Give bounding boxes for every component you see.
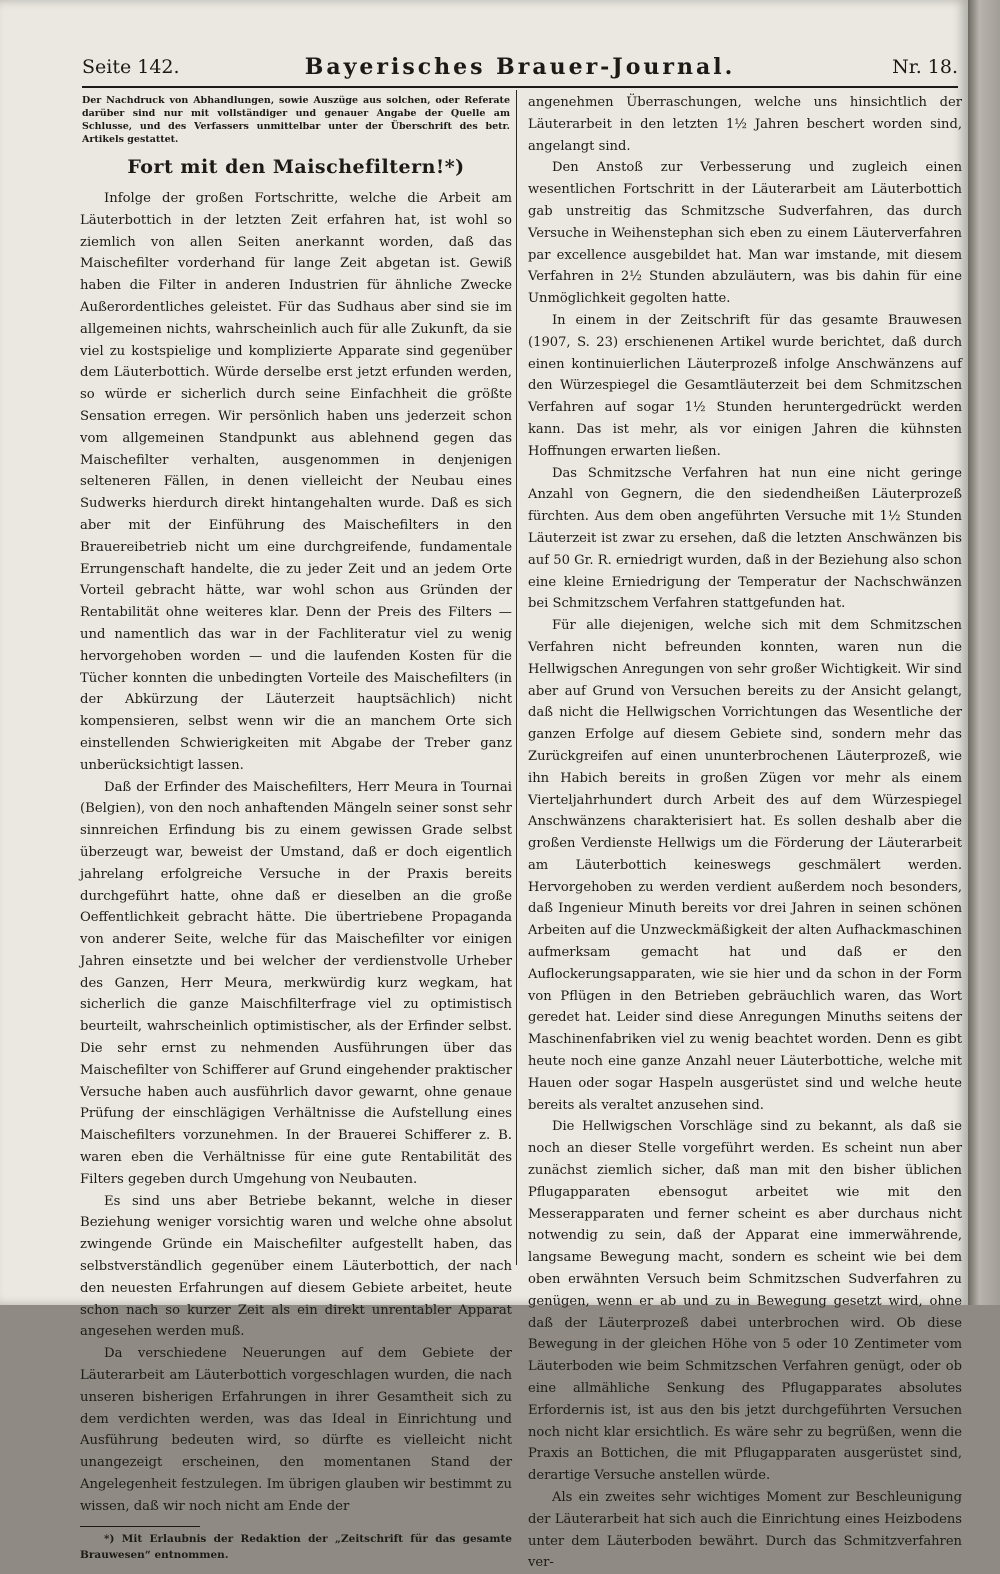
page-header [82,56,958,86]
paragraph: Infolge der großen Fortschritte, welche die Arbeit am Läuterbottich in der letzten Zeit erfahren hat, ist wohl so ziemlich von allen Seiten anerkannt worden, daß das Maischefilter vorderhand für lange Zeit abgetan ist. Gewiß haben die Filter in anderen Industrien für ähnliche Zwecke Außerordentliches geleistet. Für das Sudhaus aber sind sie im allgemeinen nichts, wahrscheinlich auch für alle Zukunft, da sie viel zu kostspielige und komplizierte Apparate sind gegenüber dem Läuterbottich. Würde derselbe erst jetzt erfunden werden, so würde er sicherlich durch seine Einfachheit die größte Sensation erregen. Wir persönlich haben uns jederzeit schon vom allgemeinen Standpunkt aus ablehnend gegen das Maischefilter verhalten, ausgenommen in denjenigen selteneren Fällen, in denen vielleicht der Neubau eines Sudwerks hierdurch direkt hintangehalten wurde. Daß es sich aber mit der Einführung des Maischefilters in den Brauereibetrieb nicht um eine durchgreifende, fundamentale Errungenschaft handelte, die zu jeder Zeit und an jedem Orte Vorteil gebracht hätte, war wohl schon aus Gründen der Rentabilität ohne weiteres klar. Denn der Preis des Filters — und namentlich das war in der Fachliteratur viel zu wenig hervorgehoben worden — und die laufenden Kosten für die Tücher konnten die unbedingten Vorteile des Maischefilters (in der Abkürzung der Läuterzeit hauptsächlich) nicht kompensieren, selbst wenn wir die an manchem Orte sich einstellenden Schwierigkeiten mit Abgabe der Treber ganz unberücksichtigt lassen. [80,191,512,773]
reprint-notice: Der Nachdruck von Abhandlungen, sowie Auszüge aus solchen, oder Referate darüber sind nur mit vollständiger und genauer Angabe der Quelle am Schlusse, und des Verfassers unmittelbar unter der Überschrift des betr. Artikels gestattet. [82,95,510,145]
right-column [528,92,962,1571]
paragraph: Daß der Erfinder des Maischefilters, Herr Meura in Tournai (Belgien), von den noch anhaftenden Mängeln seiner sonst sehr sinnreichen Erfindung bis zu einem gewissen Grade selbst überzeugt war, beweist der Umstand, daß er doch eigentlich jahrelang erfolgreiche Versuche in der Praxis bereits durchgeführt hatte, ohne daß er dieselben an die große Oeffentlichkeit gebracht hätte. Die übertriebene Propaganda von anderer Seite, welche für das Maischefilter vor einigen Jahren einsetzte und bei welcher der verdienstvolle Urheber des Ganzen, Herr Meura, merkwürdig kurz wegkam, hat sicherlich die ganze Maischfilterfrage viel zu optimistisch beurteilt, wahrscheinlich optimistischer, als der Erfinder selbst. Die sehr ernst zu nehmenden Ausführungen über das Maischefilter von Schifferer auf Grund eingehender praktischer Versuche haben auch ausführlich davor gewarnt, ohne genaue Prüfung der einschlägigen Verhältnisse die Aufstellung eines Maischefilters vorzunehmen. In der Brauerei Schifferer z. B. waren eben die Verhältnisse für eine gute Rentabilität des Filters gegeben durch Umgehung von Neubauten. [80,779,512,1187]
left-column [80,92,512,1561]
page-number: Seite 142. [82,56,180,78]
footnote-rule [80,1526,200,1527]
paragraph: Das Schmitzsche Verfahren hat nun eine nicht geringe Anzahl von Gegnern, die den siedendheißen Läuterprozeß fürchten. Aus dem oben angeführten Versuche mit 1½ Stunden Läuterzeit ist zwar zu ersehen, daß die letzten Anschwänzen bis auf 50 Gr. R. erniedrigt wurden, daß in der Beziehung also schon eine kleine Erniedrigung der Temperatur der Nachschwänzen bei Schmitzschem Verfahren stattgefunden hat. [528,465,962,612]
paragraph: Da verschiedene Neuerungen auf dem Gebiete der Läuterarbeit am Läuterbottich vorgeschlagen wurden, die nach unseren bisherigen Erfahrungen in ihrer Gesamtheit sich zu dem verdichten werden, was das Ideal in Einrichtung und Ausführung bedeuten wird, so dürfte es vielleicht nicht unangezeigt erscheinen, den momentanen Stand der Angelegenheit festzulegen. Im übrigen glauben wir bestimmt zu wissen, daß wir noch nicht am Ende der [80,1346,512,1514]
column-divider [516,90,517,1265]
page-edge [968,0,1000,1305]
header-rule [82,86,958,88]
paragraph: In einem in der Zeitschrift für das gesamte Brauwesen (1907, S. 23) erschienenen Artikel wurde berichtet, daß durch einen kontinuierlichen Läuterprozeß infolge Anschwänzens auf den Würzespiegel die Gesamtläuterzeit bei dem Schmitzschen Verfahren auf sogar 1½ Stunden heruntergedrückt werden kann. Das ist mehr, als vor einigen Jahren die kühnsten Hoffnungen erwarten ließen. [528,312,962,459]
issue-number: Nr. 18. [892,56,958,78]
footnote: *) Mit Erlaubnis der Redaktion der „Zeitschrift für das gesamte Brauwesen“ entnommen. [80,1532,512,1561]
paragraph: Für alle diejenigen, welche sich mit dem Schmitzschen Verfahren nicht befreunden konnten, waren nun die Hellwigschen Anregungen von sehr großer Wichtigkeit. Wir sind aber auf Grund von Versuchen bereits zu der Ansicht gelangt, daß nicht die Hellwigschen Vorrichtungen das Wesentliche der ganzen Erfolge auf diesem Gebiete sind, sondern mehr das Zurückgreifen auf einen ununterbrochenen Läuterprozeß, wie ihn Habich bereits in großen Zügen vor mehr als einem Vierteljahrhundert durch Arbeit des auf dem Würzespiegel Anschwänzens charakterisiert hat. Es sollen deshalb aber die großen Verdienste Hellwigs um die Förderung der Läuterarbeit am Läuterbottich keineswegs geschmälert werden. Hervorgehoben zu werden verdient außerdem noch besonders, daß Ingenieur Minuth bereits vor drei Jahren in seinen schönen Arbeiten auf die Unzweckmäßigkeit der alten Aufhackmaschinen aufmerksam gemacht hat und daß er den Auflockerungsapparaten, wie sie hier und da schon in der Form von Pflügen in den Betrieben gebräuchlich waren, das Wort geredet hat. Leider sind diese Anregungen Minuths seitens der Maschinenfabriken viel zu wenig beachtet worden. Denn es gibt heute noch eine ganze Anzahl neuer Läuterbottiche, welche mit Hauen oder sogar Haspeln ausgerüstet sind und welche heute bereits als veraltet anzusehen sind. [528,618,962,1113]
paragraph: Als ein zweites sehr wichtiges Moment zur Beschleunigung der Läuterarbeit hat sich auch die Einrichtung eines Heizbodens unter dem Läuterboden bewährt. Durch das Schmitzverfahren ver- [528,1490,962,1571]
journal-title: Bayerisches Brauer-Journal. [304,54,736,80]
paragraph: Es sind uns aber Betriebe bekannt, welche in dieser Beziehung weniger vorsichtig waren und welche ohne absolut zwingende Gründe ein Maischefilter aufgestellt haben, das selbstverständlich gegenüber einem Läuterbottich, der nach den neuesten Erfahrungen auf diesem Gebiete arbeitet, heute schon nach so kurzer Zeit als ein direkt unrentabler Apparat angesehen werden muß. [80,1193,512,1340]
paragraph: Die Hellwigschen Vorschläge sind zu bekannt, als daß sie noch an dieser Stelle vorgeführt werden. Es scheint nun aber zunächst ziemlich sicher, daß man mit den bisher üblichen Pflugapparaten ebensogut arbeitet wie mit den Messerapparaten und ferner scheint es aber durchaus nicht notwendig zu sein, daß der Apparat eine immerwährende, langsame Bewegung macht, sondern es scheint wie bei dem oben erwähnten Versuch beim Schmitzschen Sudverfahren zu genügen, wenn er ab und zu in Bewegung gesetzt wird, ohne daß der Läuterprozeß dabei unterbrochen wird. Ob diese Bewegung in der gleichen Höhe von 5 oder 10 Zentimeter vom Läuterboden wie beim Schmitzschen Verfahren genügt, oder ob eine allmähliche Senkung des Pflugapparates absolutes Erfordernis ist, ist aus den bis jetzt durchgeführten Versuchen noch nicht klar ersichtlich. Es wäre sehr zu begrüßen, wenn die Praxis an Bottichen, die mit Pflugapparaten ausgerüstet sind, derartige Versuche anstellen würde. [528,1119,962,1484]
paragraph: Den Anstoß zur Verbesserung und zugleich einen wesentlichen Fortschritt in der Läuterarbeit am Läuterbottich gab unstreitig das Schmitzsche Sudverfahren, das durch Versuche in Weihenstephan sich eben zu einem Läuterverfahren par excellence ausgebildet hat. Man war imstande, mit diesem Verfahren in 2½ Stunden abzuläutern, was bis dahin für eine Unmöglichkeit gegolten hatte. [528,160,962,307]
article-title: Fort mit den Maischefiltern!*) [127,156,465,178]
paragraph: angenehmen Überraschungen, welche uns hinsichtlich der Läuterarbeit in den letzten 1½ Jahren beschert worden sind, angelangt sind. [528,95,962,154]
